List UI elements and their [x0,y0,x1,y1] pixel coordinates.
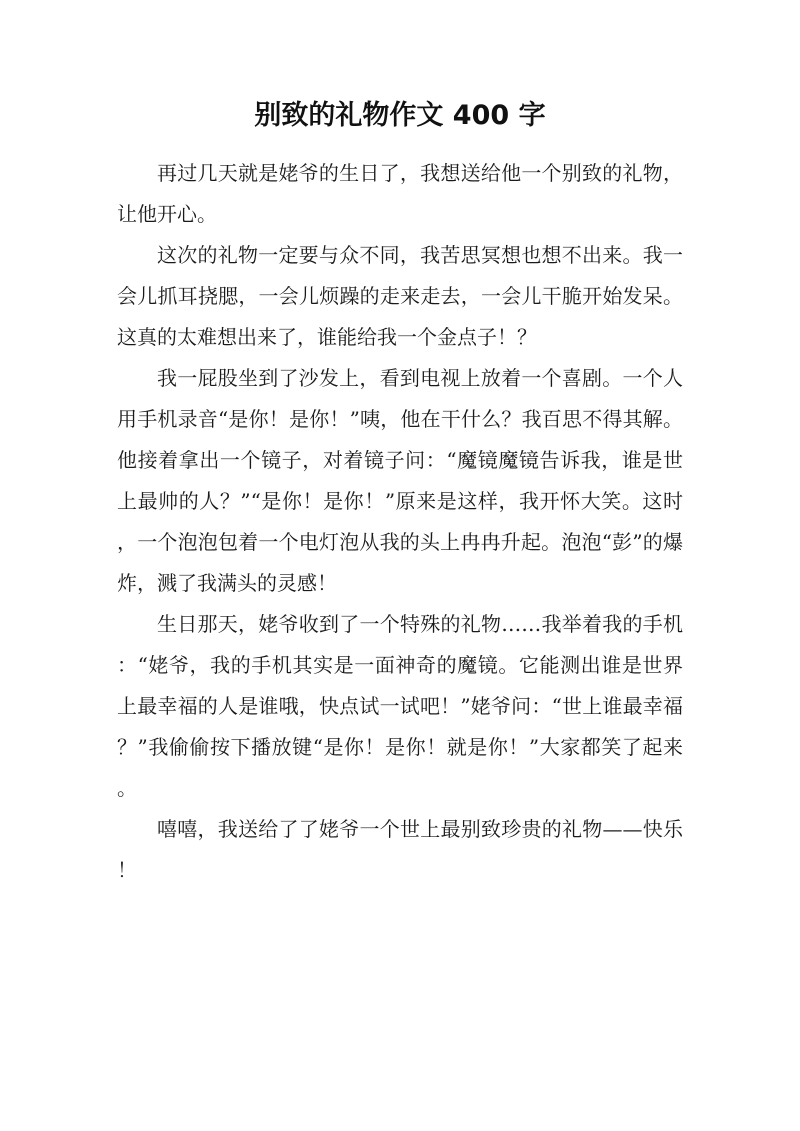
paragraph-4: 生日那天，姥爷收到了一个特殊的礼物……我举着我的手机：“姥爷，我的手机其实是一面神奇的魔镜。它能测出谁是世界上最幸福的人是谁哦，快点试一试吧！”姥爷问：“世上谁最幸福？”我偷偷按下播放键“是你！是你！就是你！”大家都笑了起来。 [117,612,683,800]
paragraph-5: 嘻嘻，我送给了了姥爷一个世上最别致珍贵的礼物——快乐！ [117,817,683,882]
document-body [117,153,683,891]
paragraph-3: 我一屁股坐到了沙发上，看到电视上放着一个喜剧。一个人用手机录音“是你！是你！”咦，他在干什么？我百思不得其解。他接着拿出一个镜子，对着镜子问：“魔镜魔镜告诉我，谁是世上最帅的人？”“是你！是你！”原来是这样，我开怀大笑。这时，一个泡泡包着一个电灯泡从我的头上冉冉升起。泡泡“彭”的爆炸，溅了我满头的灵感！ [117,366,683,595]
paragraph-2: 这次的礼物一定要与众不同，我苦思冥想也想不出来。我一会儿抓耳挠腮，一会儿烦躁的走来走去，一会儿干脆开始发呆。这真的太难想出来了，谁能给我一个金点子！？ [117,243,683,349]
paragraph-1: 再过几天就是姥爷的生日了，我想送给他一个别致的礼物，让他开心。 [117,161,683,226]
document-title: 别致的礼物作文 400 字 [254,100,546,131]
